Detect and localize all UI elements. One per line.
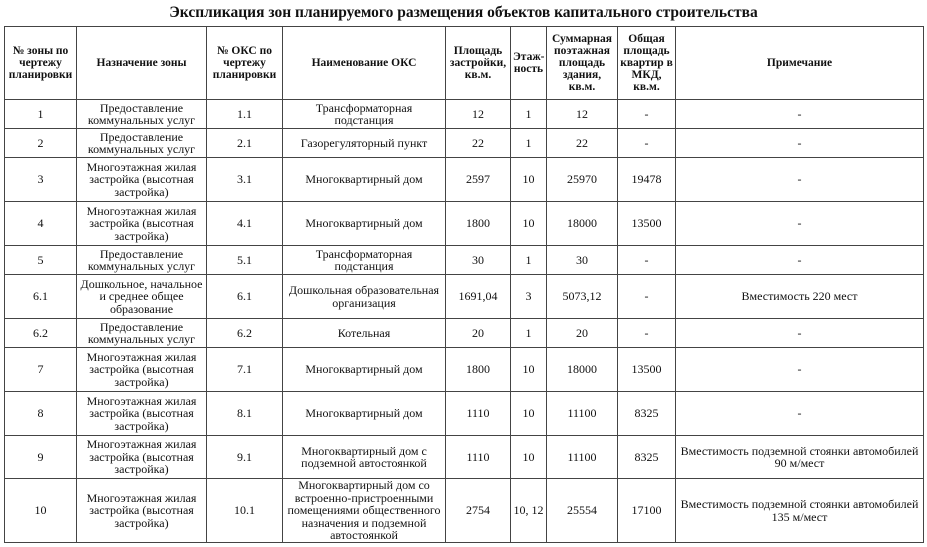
header-zone-no: № зоны по чертежу планировки — [5, 27, 77, 100]
table-row — [5, 129, 924, 158]
cell-zone: 10 — [5, 479, 77, 543]
cell-floors: 10 — [511, 348, 547, 392]
cell-name: Многоквартирный дом с подземной автостоянкой — [283, 436, 446, 479]
cell-total: 20 — [547, 319, 618, 348]
cell-area: 1800 — [446, 202, 511, 246]
cell-total: 5073,12 — [547, 275, 618, 319]
cell-zone: 5 — [5, 246, 77, 275]
cell-oks: 6.1 — [207, 275, 283, 319]
cell-apt: - — [618, 275, 676, 319]
cell-apt: 13500 — [618, 348, 676, 392]
cell-floors: 10 — [511, 158, 547, 202]
explication-table — [4, 26, 924, 543]
cell-purpose: Многоэтажная жилая застройка (высотная застройка) — [77, 392, 207, 436]
cell-note: - — [676, 158, 924, 202]
header-oks-no: № ОКС по чертежу планировки — [207, 27, 283, 100]
cell-oks: 6.2 — [207, 319, 283, 348]
cell-purpose: Дошкольное, начальное и среднее общее образование — [77, 275, 207, 319]
cell-total: 18000 — [547, 348, 618, 392]
cell-apt: 13500 — [618, 202, 676, 246]
cell-note: - — [676, 319, 924, 348]
cell-purpose: Многоэтажная жилая застройка (высотная застройка) — [77, 202, 207, 246]
cell-apt: 19478 — [618, 158, 676, 202]
cell-total: 11100 — [547, 392, 618, 436]
document-title: Экспликация зон планируемого размещения объектов капитального строительства — [169, 4, 758, 21]
cell-area: 12 — [446, 100, 511, 129]
cell-note: - — [676, 129, 924, 158]
cell-area: 1110 — [446, 436, 511, 479]
cell-floors: 3 — [511, 275, 547, 319]
cell-area: 1800 — [446, 348, 511, 392]
cell-floors: 10 — [511, 202, 547, 246]
cell-area: 2597 — [446, 158, 511, 202]
header-apartment-area: Общая площадь квартир в МКД, кв.м. — [618, 27, 676, 100]
cell-total: 25554 — [547, 479, 618, 543]
cell-oks: 7.1 — [207, 348, 283, 392]
cell-zone: 8 — [5, 392, 77, 436]
cell-name: Многоквартирный дом — [283, 348, 446, 392]
table-row — [5, 246, 924, 275]
header-floors: Этаж-ность — [511, 27, 547, 100]
cell-oks: 10.1 — [207, 479, 283, 543]
cell-purpose: Многоэтажная жилая застройка (высотная застройка) — [77, 158, 207, 202]
cell-area: 2754 — [446, 479, 511, 543]
cell-note: Вместимость подземной стоянки автомобилей 90 м/мест — [676, 436, 924, 479]
cell-floors: 1 — [511, 129, 547, 158]
cell-note: - — [676, 246, 924, 275]
cell-name: Котельная — [283, 319, 446, 348]
table-row — [5, 100, 924, 129]
cell-oks: 5.1 — [207, 246, 283, 275]
cell-oks: 4.1 — [207, 202, 283, 246]
header-total-floor-area: Суммарная поэтажная площадь здания, кв.м. — [547, 27, 618, 100]
cell-area: 22 — [446, 129, 511, 158]
cell-total: 22 — [547, 129, 618, 158]
cell-name: Многоквартирный дом — [283, 202, 446, 246]
cell-purpose: Предоставление коммунальных услуг — [77, 246, 207, 275]
cell-total: 25970 — [547, 158, 618, 202]
cell-apt: 8325 — [618, 392, 676, 436]
cell-floors: 1 — [511, 100, 547, 129]
table-row — [5, 479, 924, 543]
table-row — [5, 202, 924, 246]
cell-oks: 3.1 — [207, 158, 283, 202]
cell-zone: 6.2 — [5, 319, 77, 348]
cell-note: Вместимость 220 мест — [676, 275, 924, 319]
cell-floors: 10 — [511, 436, 547, 479]
cell-purpose: Предоставление коммунальных услуг — [77, 100, 207, 129]
cell-area: 30 — [446, 246, 511, 275]
cell-purpose: Многоэтажная жилая застройка (высотная застройка) — [77, 436, 207, 479]
table-row — [5, 319, 924, 348]
cell-zone: 1 — [5, 100, 77, 129]
cell-name: Многоквартирный дом — [283, 158, 446, 202]
cell-purpose: Предоставление коммунальных услуг — [77, 319, 207, 348]
cell-apt: - — [618, 129, 676, 158]
table-row — [5, 348, 924, 392]
cell-oks: 1.1 — [207, 100, 283, 129]
cell-area: 1110 — [446, 392, 511, 436]
cell-floors: 1 — [511, 246, 547, 275]
cell-total: 11100 — [547, 436, 618, 479]
cell-area: 20 — [446, 319, 511, 348]
cell-floors: 10 — [511, 392, 547, 436]
cell-apt: - — [618, 100, 676, 129]
cell-note: - — [676, 100, 924, 129]
header-area: Площадь застройки, кв.м. — [446, 27, 511, 100]
cell-apt: 8325 — [618, 436, 676, 479]
cell-oks: 8.1 — [207, 392, 283, 436]
cell-total: 30 — [547, 246, 618, 275]
table-row — [5, 158, 924, 202]
cell-note: - — [676, 348, 924, 392]
cell-total: 18000 — [547, 202, 618, 246]
cell-total: 12 — [547, 100, 618, 129]
cell-name: Многоквартирный дом со встроенно-пристроенными помещениями общественного назначения и подземной автостоянкой — [283, 479, 446, 543]
header-note: Примечание — [676, 27, 924, 100]
cell-zone: 9 — [5, 436, 77, 479]
cell-name: Газорегуляторный пункт — [283, 129, 446, 158]
table-row — [5, 436, 924, 479]
header-oks-name: Наименование ОКС — [283, 27, 446, 100]
header-row — [5, 27, 924, 100]
cell-area: 1691,04 — [446, 275, 511, 319]
cell-name: Дошкольная образовательная организация — [283, 275, 446, 319]
cell-apt: - — [618, 319, 676, 348]
cell-floors: 10, 12 — [511, 479, 547, 543]
cell-oks: 2.1 — [207, 129, 283, 158]
cell-name: Многоквартирный дом — [283, 392, 446, 436]
cell-zone: 6.1 — [5, 275, 77, 319]
cell-apt: - — [618, 246, 676, 275]
cell-note: - — [676, 202, 924, 246]
cell-note: - — [676, 392, 924, 436]
cell-purpose: Предоставление коммунальных услуг — [77, 129, 207, 158]
cell-name: Трансформаторная подстанция — [283, 100, 446, 129]
cell-zone: 7 — [5, 348, 77, 392]
cell-purpose: Многоэтажная жилая застройка (высотная застройка) — [77, 479, 207, 543]
cell-name: Трансформаторная подстанция — [283, 246, 446, 275]
table-row — [5, 275, 924, 319]
header-zone-purpose: Назначение зоны — [77, 27, 207, 100]
cell-purpose: Многоэтажная жилая застройка (высотная застройка) — [77, 348, 207, 392]
cell-floors: 1 — [511, 319, 547, 348]
cell-zone: 3 — [5, 158, 77, 202]
cell-apt: 17100 — [618, 479, 676, 543]
cell-zone: 2 — [5, 129, 77, 158]
cell-note: Вместимость подземной стоянки автомобилей 135 м/мест — [676, 479, 924, 543]
cell-zone: 4 — [5, 202, 77, 246]
table-row — [5, 392, 924, 436]
cell-oks: 9.1 — [207, 436, 283, 479]
